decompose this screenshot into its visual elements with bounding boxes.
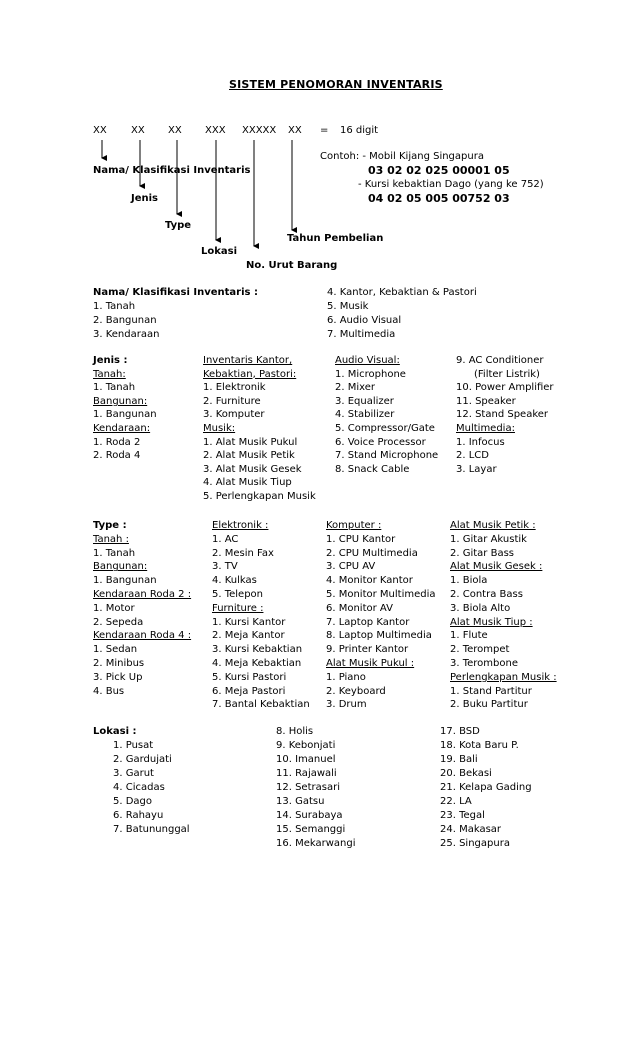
list-item: 24. Makasar	[440, 824, 502, 835]
lokasi-heading: Lokasi :	[93, 726, 137, 737]
jenis-heading: Jenis :	[93, 355, 128, 366]
list-item: 2. LCD	[456, 450, 489, 462]
type-col-1	[93, 519, 191, 698]
subheading: Tanah:	[93, 368, 126, 380]
list-item: 13. Gatsu	[276, 796, 325, 807]
list-item: 2. Buku Partitur	[450, 699, 528, 711]
jenis-col-1	[93, 354, 157, 463]
example-item-2: - Kursi kebaktian Dago (yang ke 752)	[358, 179, 544, 190]
list-item: 4. Kantor, Kebaktian & Pastori	[327, 287, 477, 298]
list-item: 1. Bangunan	[93, 409, 157, 421]
label-type: Type	[165, 220, 192, 231]
list-item: 1. Alat Musik Pukul	[203, 436, 298, 448]
list-item: 9. Printer Kantor	[326, 644, 409, 656]
list-item: 7. Multimedia	[327, 329, 396, 340]
list-item: 3. Kendaraan	[93, 329, 160, 340]
list-item: 3. Komputer	[203, 409, 265, 421]
list-item: 1. Sedan	[93, 644, 138, 656]
subheading: Kendaraan Roda 4 :	[93, 630, 192, 642]
list-item: 15. Semanggi	[276, 824, 346, 835]
subheading: Alat Musik Tiup :	[450, 616, 533, 628]
list-item: 5. Monitor Multimedia	[326, 588, 436, 600]
list-item: 6. Voice Processor	[335, 436, 426, 448]
list-item: 8. Snack Cable	[335, 463, 410, 475]
list-item: 7. Batununggal	[113, 824, 190, 835]
lokasi-col-2	[276, 725, 356, 851]
subheading: Kebaktian, Pastori:	[203, 368, 297, 380]
list-item: 2. Sepeda	[93, 616, 144, 628]
list-item: 2. Contra Bass	[450, 588, 523, 600]
subheading: Bangunan:	[93, 395, 148, 407]
list-item: 3. Drum	[326, 699, 367, 711]
subheading: Alat Musik Pukul :	[326, 657, 415, 669]
list-item: 3. Garut	[113, 768, 154, 779]
list-item: 5. Dago	[113, 796, 153, 807]
subheading: Furniture :	[212, 602, 264, 614]
segment-nama: XX	[93, 125, 107, 136]
label-nama: Nama/ Klasifikasi Inventaris	[93, 165, 251, 176]
list-item: 2. Mixer	[335, 382, 375, 394]
subheading: Bangunan:	[93, 561, 148, 573]
list-item: 6. Monitor AV	[326, 602, 393, 614]
subheading: Kendaraan Roda 2 :	[93, 588, 192, 600]
list-item: 12. Stand Speaker	[456, 409, 549, 421]
list-item: 1. Tanah	[93, 547, 136, 559]
list-item: 8. Holis	[276, 726, 314, 737]
list-item: 1. Gitar Akustik	[450, 533, 527, 545]
list-item: 7. Stand Microphone	[335, 450, 439, 462]
list-item: 21. Kelapa Gading	[440, 782, 532, 793]
list-item: 1. Pusat	[113, 740, 154, 751]
equals-sign: =	[320, 125, 329, 136]
nama-heading: Nama/ Klasifikasi Inventaris :	[93, 287, 258, 298]
list-item: 3. Biola Alto	[450, 602, 511, 614]
list-item: 2. Terompet	[450, 644, 510, 656]
list-item: 12. Setrasari	[276, 782, 340, 793]
list-item: 9. AC Conditioner	[456, 355, 544, 366]
list-item: 1. Microphone	[335, 368, 406, 380]
list-item: 4. Meja Kebaktian	[212, 657, 302, 669]
list-item: 5. Kursi Pastori	[212, 671, 287, 683]
list-item: 4. Cicadas	[113, 782, 165, 793]
list-item: 5. Musik	[327, 301, 369, 312]
list-item: 16. Mekarwangi	[276, 838, 356, 849]
subheading: Kendaraan:	[93, 422, 151, 434]
list-item: 8. Laptop Multimedia	[326, 630, 432, 642]
list-item: 23. Tegal	[440, 810, 485, 821]
subheading: Alat Musik Petik :	[450, 520, 536, 531]
list-item: 11. Rajawali	[276, 768, 337, 779]
list-item: 2. Mesin Fax	[212, 547, 274, 559]
list-item: 25. Singapura	[440, 838, 510, 849]
list-item: 1. Kursi Kantor	[212, 616, 286, 628]
segment-lokasi: XXX	[205, 125, 226, 136]
segment-type: XX	[168, 125, 182, 136]
subheading: Perlengkapan Musik :	[450, 671, 557, 683]
list-item: 20. Bekasi	[440, 768, 492, 779]
example-heading: Contoh: - Mobil Kijang Singapura	[320, 151, 484, 162]
jenis-col-3	[335, 354, 438, 476]
list-item: 19. Bali	[440, 754, 478, 765]
jenis-col-4	[456, 354, 554, 476]
list-item: 7. Bantal Kebaktian	[212, 699, 310, 711]
label-jenis: Jenis	[131, 193, 159, 204]
segment-no-urut: XXXXX	[242, 125, 277, 136]
subheading: Multimedia:	[456, 422, 515, 434]
list-item: 14. Surabaya	[276, 810, 343, 821]
subheading: Komputer :	[326, 520, 382, 531]
list-item: 2. Keyboard	[326, 685, 386, 697]
subheading: Inventaris Kantor,	[203, 355, 293, 366]
segment-jenis: XX	[131, 125, 145, 136]
list-item: 1. Bangunan	[93, 575, 157, 587]
list-item: 6. Meja Pastori	[212, 685, 286, 697]
type-col-4	[450, 519, 557, 712]
list-item: 1. Roda 2	[93, 436, 141, 448]
list-item: 10. Power Amplifier	[456, 382, 554, 394]
list-item: 1. CPU Kantor	[326, 533, 396, 545]
list-item: 3. Kursi Kebaktian	[212, 644, 303, 656]
list-item: 7. Laptop Kantor	[326, 616, 410, 628]
list-item: 2. Furniture	[203, 395, 261, 407]
label-no-urut: No. Urut Barang	[246, 260, 338, 271]
list-item: 9. Kebonjati	[276, 740, 336, 751]
nama-section-right	[327, 286, 477, 342]
list-item: 1. Tanah	[93, 382, 136, 394]
list-item: 2. Meja Kantor	[212, 630, 285, 642]
list-item: 4. Stabilizer	[335, 409, 395, 421]
list-item: 1. Biola	[450, 575, 488, 587]
list-item: 4. Alat Musik Tiup	[203, 477, 292, 489]
nama-section-left	[93, 286, 258, 342]
lokasi-col-3	[440, 725, 532, 851]
list-item: 18. Kota Baru P.	[440, 740, 519, 751]
type-heading: Type :	[93, 520, 127, 531]
list-item: 2. Bangunan	[93, 315, 157, 326]
type-col-3	[326, 519, 436, 712]
list-item: 1. Flute	[450, 630, 488, 642]
list-item: 10. Imanuel	[276, 754, 336, 765]
subheading: Alat Musik Gesek :	[450, 561, 543, 573]
list-item: 1. Motor	[93, 602, 135, 614]
list-item: 1. Tanah	[93, 301, 136, 312]
list-item: 6. Audio Visual	[327, 315, 402, 326]
list-item: 3. TV	[212, 561, 238, 573]
page-title: SISTEM PENOMORAN INVENTARIS	[229, 78, 443, 91]
list-item: 6. Rahayu	[113, 810, 164, 821]
list-item: 3. Terombone	[450, 657, 518, 669]
subheading: Audio Visual:	[335, 355, 400, 366]
arrows-diagram	[0, 0, 638, 300]
list-item: 2. Roda 4	[93, 450, 141, 462]
lokasi-col-1	[113, 739, 190, 837]
example-code-1: 03 02 02 025 00001 05	[368, 164, 510, 177]
list-item: 11. Speaker	[456, 395, 516, 407]
example-code-2: 04 02 05 005 00752 03	[368, 192, 510, 205]
list-item: 22. LA	[440, 796, 472, 807]
jenis-col-2	[203, 354, 316, 504]
list-item: 5. Compressor/Gate	[335, 422, 435, 434]
label-lokasi: Lokasi	[201, 246, 238, 257]
digit-count: 16 digit	[340, 125, 379, 136]
list-item: 3. Equalizer	[335, 395, 394, 407]
subheading: Tanah :	[93, 533, 129, 545]
list-item: 1. Stand Partitur	[450, 685, 532, 697]
list-item: 2. CPU Multimedia	[326, 547, 418, 559]
list-item: 4. Monitor Kantor	[326, 575, 413, 587]
list-item: 17. BSD	[440, 726, 480, 737]
subheading: Musik:	[203, 422, 236, 434]
list-item-note: (Filter Listrik)	[474, 368, 540, 380]
label-tahun: Tahun Pembelian	[287, 233, 384, 244]
list-item: 3. Pick Up	[93, 671, 143, 683]
list-item: 1. Infocus	[456, 436, 505, 448]
type-col-2	[212, 519, 310, 712]
list-item: 2. Gitar Bass	[450, 547, 514, 559]
list-item: 3. Layar	[456, 463, 497, 475]
list-item: 1. Piano	[326, 671, 366, 683]
list-item: 4. Kulkas	[212, 575, 257, 587]
list-item: 2. Minibus	[93, 657, 145, 669]
list-item: 5. Telepon	[212, 588, 264, 600]
list-item: 3. Alat Musik Gesek	[203, 463, 302, 475]
list-item: 3. CPU AV	[326, 561, 376, 573]
segment-tahun: XX	[288, 125, 302, 136]
list-item: 1. AC	[212, 533, 239, 545]
list-item: 2. Gardujati	[113, 754, 172, 765]
list-item: 2. Alat Musik Petik	[203, 450, 295, 462]
subheading: Elektronik :	[212, 520, 269, 531]
list-item: 1. Elektronik	[203, 382, 266, 394]
list-item: 5. Perlengkapan Musik	[203, 490, 316, 502]
list-item: 4. Bus	[93, 685, 125, 697]
